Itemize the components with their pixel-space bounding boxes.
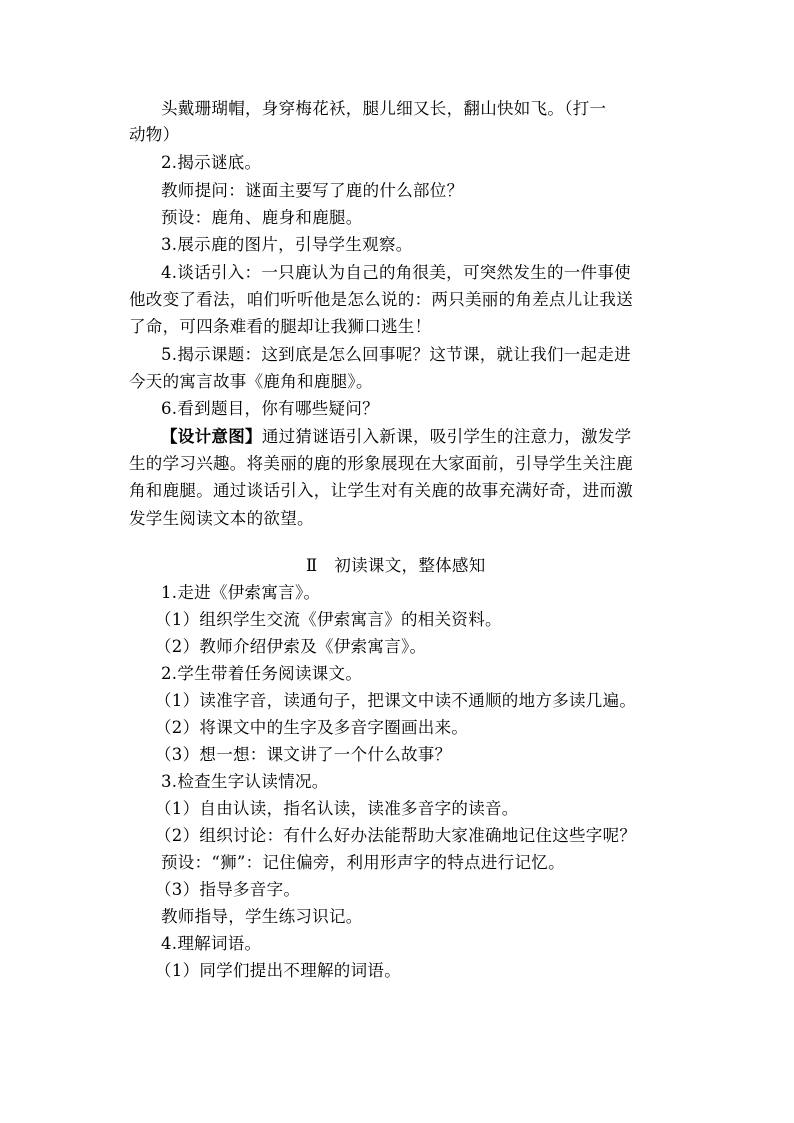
riddle-line-1: 头戴珊瑚帽，身穿梅花袄，腿儿细又长，翻山快如飞。（打一	[161, 99, 607, 118]
step-5-line-2: 今天的寓言故事《鹿角和鹿腿》。	[129, 372, 373, 391]
design-intent-line-2: 生的学习兴趣。将美丽的鹿的形象展现在大家面前，引导学生关注鹿	[129, 454, 633, 473]
section-2-item-2: 2.学生带着任务阅读课文。	[161, 664, 363, 683]
step-3-show-picture: 3.展示鹿的图片，引导学生观察。	[161, 235, 413, 254]
section-2-item-2-sub-2: （2）将课文中的生字及多音字圈画出来。	[155, 718, 469, 737]
riddle-line-2: 动物）	[129, 125, 180, 144]
step-6-questions: 6.看到题目，你有哪些疑问？	[161, 399, 379, 418]
section-2-item-1-sub-2: （2）教师介绍伊索及《伊索寓言》。	[155, 637, 427, 656]
step-4-line-3: 了命，可四条难看的腿却让我狮口逃生！	[129, 317, 432, 336]
section-2-item-4-sub-1: （1）同学们提出不理解的词语。	[155, 961, 401, 980]
teacher-question: 教师提问：谜面主要写了鹿的什么部位？	[161, 181, 464, 200]
section-2-item-3: 3.检查生字认读情况。	[161, 772, 329, 791]
section-2-item-1-sub-1: （1）组织学生交流《伊索寓言》的相关资料。	[155, 610, 502, 629]
section-2-item-4: 4.理解词语。	[161, 934, 262, 953]
section-2-item-3-sub-2: （2）组织讨论：有什么好办法能帮助大家准确地记住这些字呢？	[155, 826, 637, 845]
section-2-heading: Ⅱ 初读课文，整体感知	[306, 556, 486, 575]
step-5-line-1: 5.揭示课题：这到底是怎么回事呢？这节课，就让我们一起走进	[161, 345, 631, 364]
section-2-item-2-sub-1: （1）读准字音，读通句子，把课文中读不通顺的地方多读几遍。	[155, 691, 637, 710]
section-2-item-3-sub-1: （1）自由认读，指名认读，读准多音字的读音。	[155, 799, 519, 818]
section-2-item-3-preset: 预设：“狮”：记住偏旁，利用形声字的特点进行记忆。	[161, 853, 565, 872]
design-intent-line-4: 发学生阅读文本的欲望。	[129, 509, 314, 528]
design-intent-text: 通过猜谜语引入新课，吸引学生的注意力，激发学	[261, 427, 632, 446]
section-2-item-3-sub-3: （3）指导多音字。	[155, 880, 301, 899]
step-4-line-1: 4.谈话引入：一只鹿认为自己的角很美，可突然发生的一件事使	[161, 263, 631, 282]
design-intent-label: 【设计意图】	[161, 427, 262, 446]
preset-answer-1: 预设：鹿角、鹿身和鹿腿。	[161, 208, 363, 227]
section-2-item-2-sub-3: （3）想一想：课文讲了一个什么故事？	[155, 745, 452, 764]
step-2-reveal-answer: 2.揭示谜底。	[161, 153, 262, 172]
step-4-line-2: 他改变了看法，咱们听听他是怎么说的：两只美丽的角差点儿让我送	[129, 290, 633, 309]
section-2-item-3-teacher-guidance: 教师指导，学生练习识记。	[161, 907, 363, 926]
section-2-item-1: 1.走进《伊索寓言》。	[161, 583, 321, 602]
design-intent-line-3: 角和鹿腿。通过谈话引入，让学生对有关鹿的故事充满好奇，进而激	[129, 481, 633, 500]
design-intent-line-1	[161, 426, 631, 448]
